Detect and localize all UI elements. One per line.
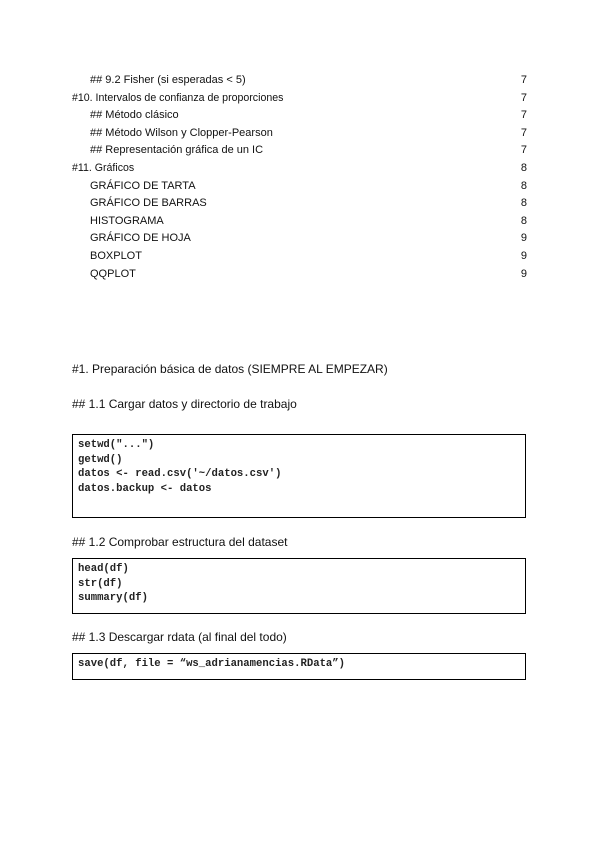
toc-entry-label: QQPLOT [90, 267, 136, 280]
toc-entry-page: 9 [520, 232, 527, 245]
code-block-save-rdata [72, 653, 526, 680]
code-line: datos.backup <- datos [78, 482, 212, 495]
subsection-1-3-heading: ## 1.3 Descargar rdata (al final del todo) [72, 630, 287, 644]
toc-entry-page: 7 [520, 74, 527, 86]
toc-entry-label: #11. Gráficos [72, 161, 135, 174]
toc-entry-page: 7 [520, 109, 527, 122]
toc-entry-page: 7 [520, 144, 527, 157]
toc-entry-label: HISTOGRAMA [90, 214, 164, 227]
section-1-heading: #1. Preparación básica de datos (SIEMPRE AL EMPEZAR) [72, 362, 388, 376]
toc-entry-page: 9 [520, 249, 527, 262]
toc-entry-label: GRÁFICO DE TARTA [90, 179, 196, 192]
toc-entry[interactable] [0, 125, 600, 143]
code-line: str(df) [78, 577, 123, 590]
toc-entry-page: 8 [520, 214, 527, 227]
toc-entry[interactable] [0, 72, 600, 90]
toc-entry[interactable] [0, 178, 600, 196]
toc-entry-page: 8 [520, 179, 527, 192]
table-of-contents [0, 72, 600, 283]
toc-entry[interactable] [0, 160, 600, 178]
toc-entry[interactable] [0, 107, 600, 125]
code-line: summary(df) [78, 592, 148, 604]
code-line: setwd("...") [78, 439, 155, 451]
toc-entry-label: BOXPLOT [90, 249, 142, 262]
toc-entry-page: 7 [520, 126, 527, 139]
toc-entry-label: ## Método clásico [90, 109, 179, 122]
toc-entry[interactable] [0, 195, 600, 213]
toc-entry-label: GRÁFICO DE BARRAS [90, 197, 207, 210]
toc-entry[interactable] [0, 266, 600, 284]
toc-entry-page: 8 [520, 197, 527, 210]
toc-entry-label: #10. Intervalos de confianza de proporciones [72, 91, 284, 104]
toc-entry[interactable] [0, 230, 600, 248]
code-line: head(df) [78, 563, 129, 575]
toc-entry-label: ## Método Wilson y Clopper-Pearson [90, 126, 273, 139]
toc-entry-page: 8 [520, 161, 527, 174]
toc-entry-label: ## 9.2 Fisher (si esperadas < 5) [90, 74, 246, 86]
toc-entry[interactable] [0, 213, 600, 231]
code-line: datos <- read.csv('~/datos.csv') [78, 468, 282, 480]
toc-entry[interactable] [0, 90, 600, 108]
toc-entry-label: ## Representación gráfica de un IC [90, 144, 264, 157]
code-block-check-structure [72, 558, 526, 614]
code-line: getwd() [78, 453, 123, 466]
code-line: save(df, file = “ws_adrianamencias.RData”) [78, 658, 346, 670]
subsection-1-2-heading: ## 1.2 Comprobar estructura del dataset [72, 535, 288, 549]
subsection-1-1-heading: ## 1.1 Cargar datos y directorio de trabajo [72, 397, 297, 411]
code-block-load-data [72, 434, 526, 518]
toc-entry[interactable] [0, 142, 600, 160]
toc-entry-page: 7 [520, 91, 527, 104]
toc-entry-label: GRÁFICO DE HOJA [90, 232, 191, 245]
toc-entry-page: 9 [520, 267, 527, 280]
toc-entry[interactable] [0, 248, 600, 266]
